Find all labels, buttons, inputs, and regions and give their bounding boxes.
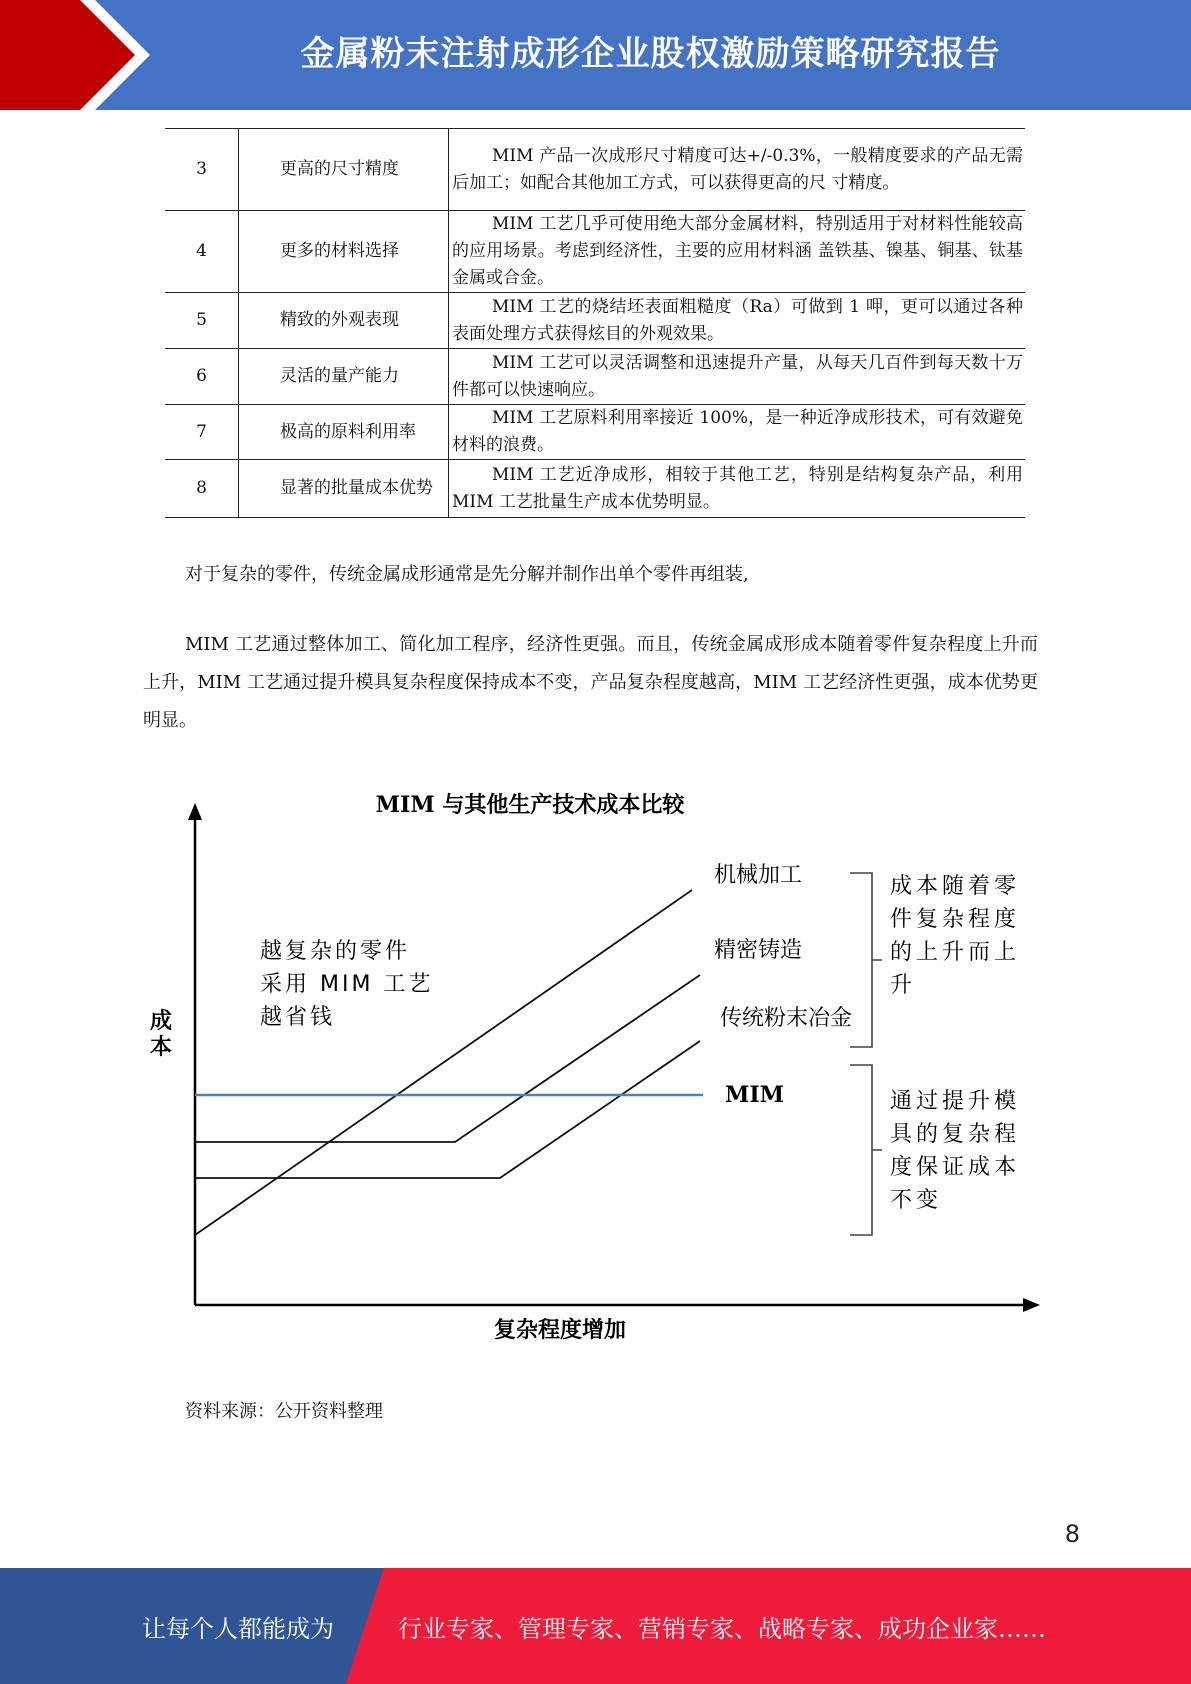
feature-description: MIM 产品一次成形尺寸精度可达+/-0.3%，一般精度要求的产品无需后加工；如配合其他加工方式，可以获得更高的尺 寸精度。 (449, 129, 1026, 211)
row-number: 6 (165, 349, 239, 405)
lower-note-line: 不变 (890, 1188, 943, 1213)
lower-note-line: 具的复杂程 (890, 1122, 1021, 1147)
feature-name (239, 129, 449, 211)
x-axis-arrow (1023, 1298, 1040, 1312)
feature-description: MIM 工艺可以灵活调整和迅速提升产量，从每天几百件到每天数十万件都可以快速响应。 (449, 349, 1026, 405)
x-axis-label: 复杂程度增加 (493, 1317, 627, 1343)
row-number: 7 (165, 405, 239, 460)
feature-name (239, 293, 449, 349)
body-paragraph: MIM 工艺通过整体加工、简化加工程序，经济性更强。而且，传统金属成形成本随着零件复杂程度上升而上升，MIM 工艺通过提升模具复杂程度保持成本不变，产品复杂程度越高，MIM 工艺经济性更强，成本优势更明显。 (143, 634, 1038, 731)
footer-slogan-left: 让每个人都能成为 (142, 1615, 334, 1643)
left-note-line: 采用 MIM 工艺 (260, 972, 434, 997)
series-label-precision-casting: 精密铸造 (714, 938, 803, 963)
y-axis-arrow (188, 803, 202, 820)
advantage-table (165, 128, 1025, 518)
left-note-line: 越复杂的零件 (260, 939, 411, 964)
table-row (165, 405, 1025, 460)
page-header (0, 0, 1191, 110)
feature-label: 显著的批量成本优势 (280, 478, 433, 498)
feature-label: 更多的材料选择 (280, 241, 399, 261)
report-title: 金属粉末注射成形企业股权激励策略研究报告 (300, 34, 1001, 74)
y-axis-label: 成本 (150, 1008, 173, 1060)
series-line-powder-metallurgy (195, 1041, 700, 1178)
row-number: 5 (165, 293, 239, 349)
row-number: 4 (165, 211, 239, 293)
series-label-machining: 机械加工 (714, 863, 803, 888)
page-footer (0, 1568, 1191, 1684)
left-note-line: 越省钱 (260, 1005, 336, 1030)
series-label-powder-metallurgy: 传统粉末冶金 (720, 1006, 853, 1031)
feature-description: MIM 工艺原料利用率接近 100%，是一种近净成形技术，可有效避免材料的浪费。 (449, 405, 1026, 460)
table-row (165, 211, 1025, 293)
table-row (165, 460, 1025, 518)
table-row (165, 293, 1025, 349)
feature-label: 精致的外观表现 (280, 310, 399, 330)
body-paragraph: 对于复杂的零件，传统金属成形通常是先分解并制作出单个零件再组装, (185, 564, 749, 585)
table-row (165, 349, 1025, 405)
chart-title: MIM 与其他生产技术成本比较 (375, 792, 685, 818)
lower-bracket (850, 1065, 882, 1235)
series-label-mim: MIM (725, 1082, 784, 1108)
feature-description: MIM 工艺几乎可使用绝大部分金属材料，特别适用于对材料性能较高的应用场景。考虑到经济性，主要的应用材料涵 盖铁基、镍基、铜基、钛基金属或合金。 (449, 211, 1026, 293)
upper-note-line: 件复杂程度 (890, 907, 1021, 932)
feature-label: 极高的原料利用率 (280, 421, 416, 442)
feature-name (239, 460, 449, 518)
upper-note-line: 成本随着零 (890, 874, 1021, 899)
feature-name (239, 211, 449, 293)
source-note: 资料来源：公开资料整理 (185, 1401, 383, 1422)
lower-note-line: 度保证成本 (890, 1155, 1021, 1180)
row-number: 3 (165, 129, 239, 211)
feature-name (239, 405, 449, 460)
feature-description: MIM 工艺近净成形，相较于其他工艺，特别是结构复杂产品，利用 MIM 工艺批量生产成本优势明显。 (449, 460, 1026, 518)
feature-name (239, 349, 449, 405)
page-number: 8 (1064, 1520, 1080, 1548)
upper-note-line: 的上升而上 (890, 940, 1021, 965)
series-line-precision-casting (195, 975, 700, 1142)
row-number: 8 (165, 460, 239, 518)
table-row (165, 129, 1025, 211)
lower-note-line: 通过提升模 (890, 1089, 1021, 1114)
footer-slogan-right: 行业专家、管理专家、营销专家、战略专家、成功企业家…… (398, 1615, 1046, 1643)
upper-note-line: 升 (890, 973, 917, 998)
cost-comparison-chart (130, 775, 1060, 1355)
feature-label: 更高的尺寸精度 (280, 159, 399, 179)
feature-label: 灵活的量产能力 (280, 366, 399, 386)
upper-bracket (850, 873, 882, 1047)
feature-description: MIM 工艺的烧结坯表面粗糙度（Ra）可做到 1 呷，更可以通过各种表面处理方式获得炫目的外观效果。 (449, 293, 1026, 349)
